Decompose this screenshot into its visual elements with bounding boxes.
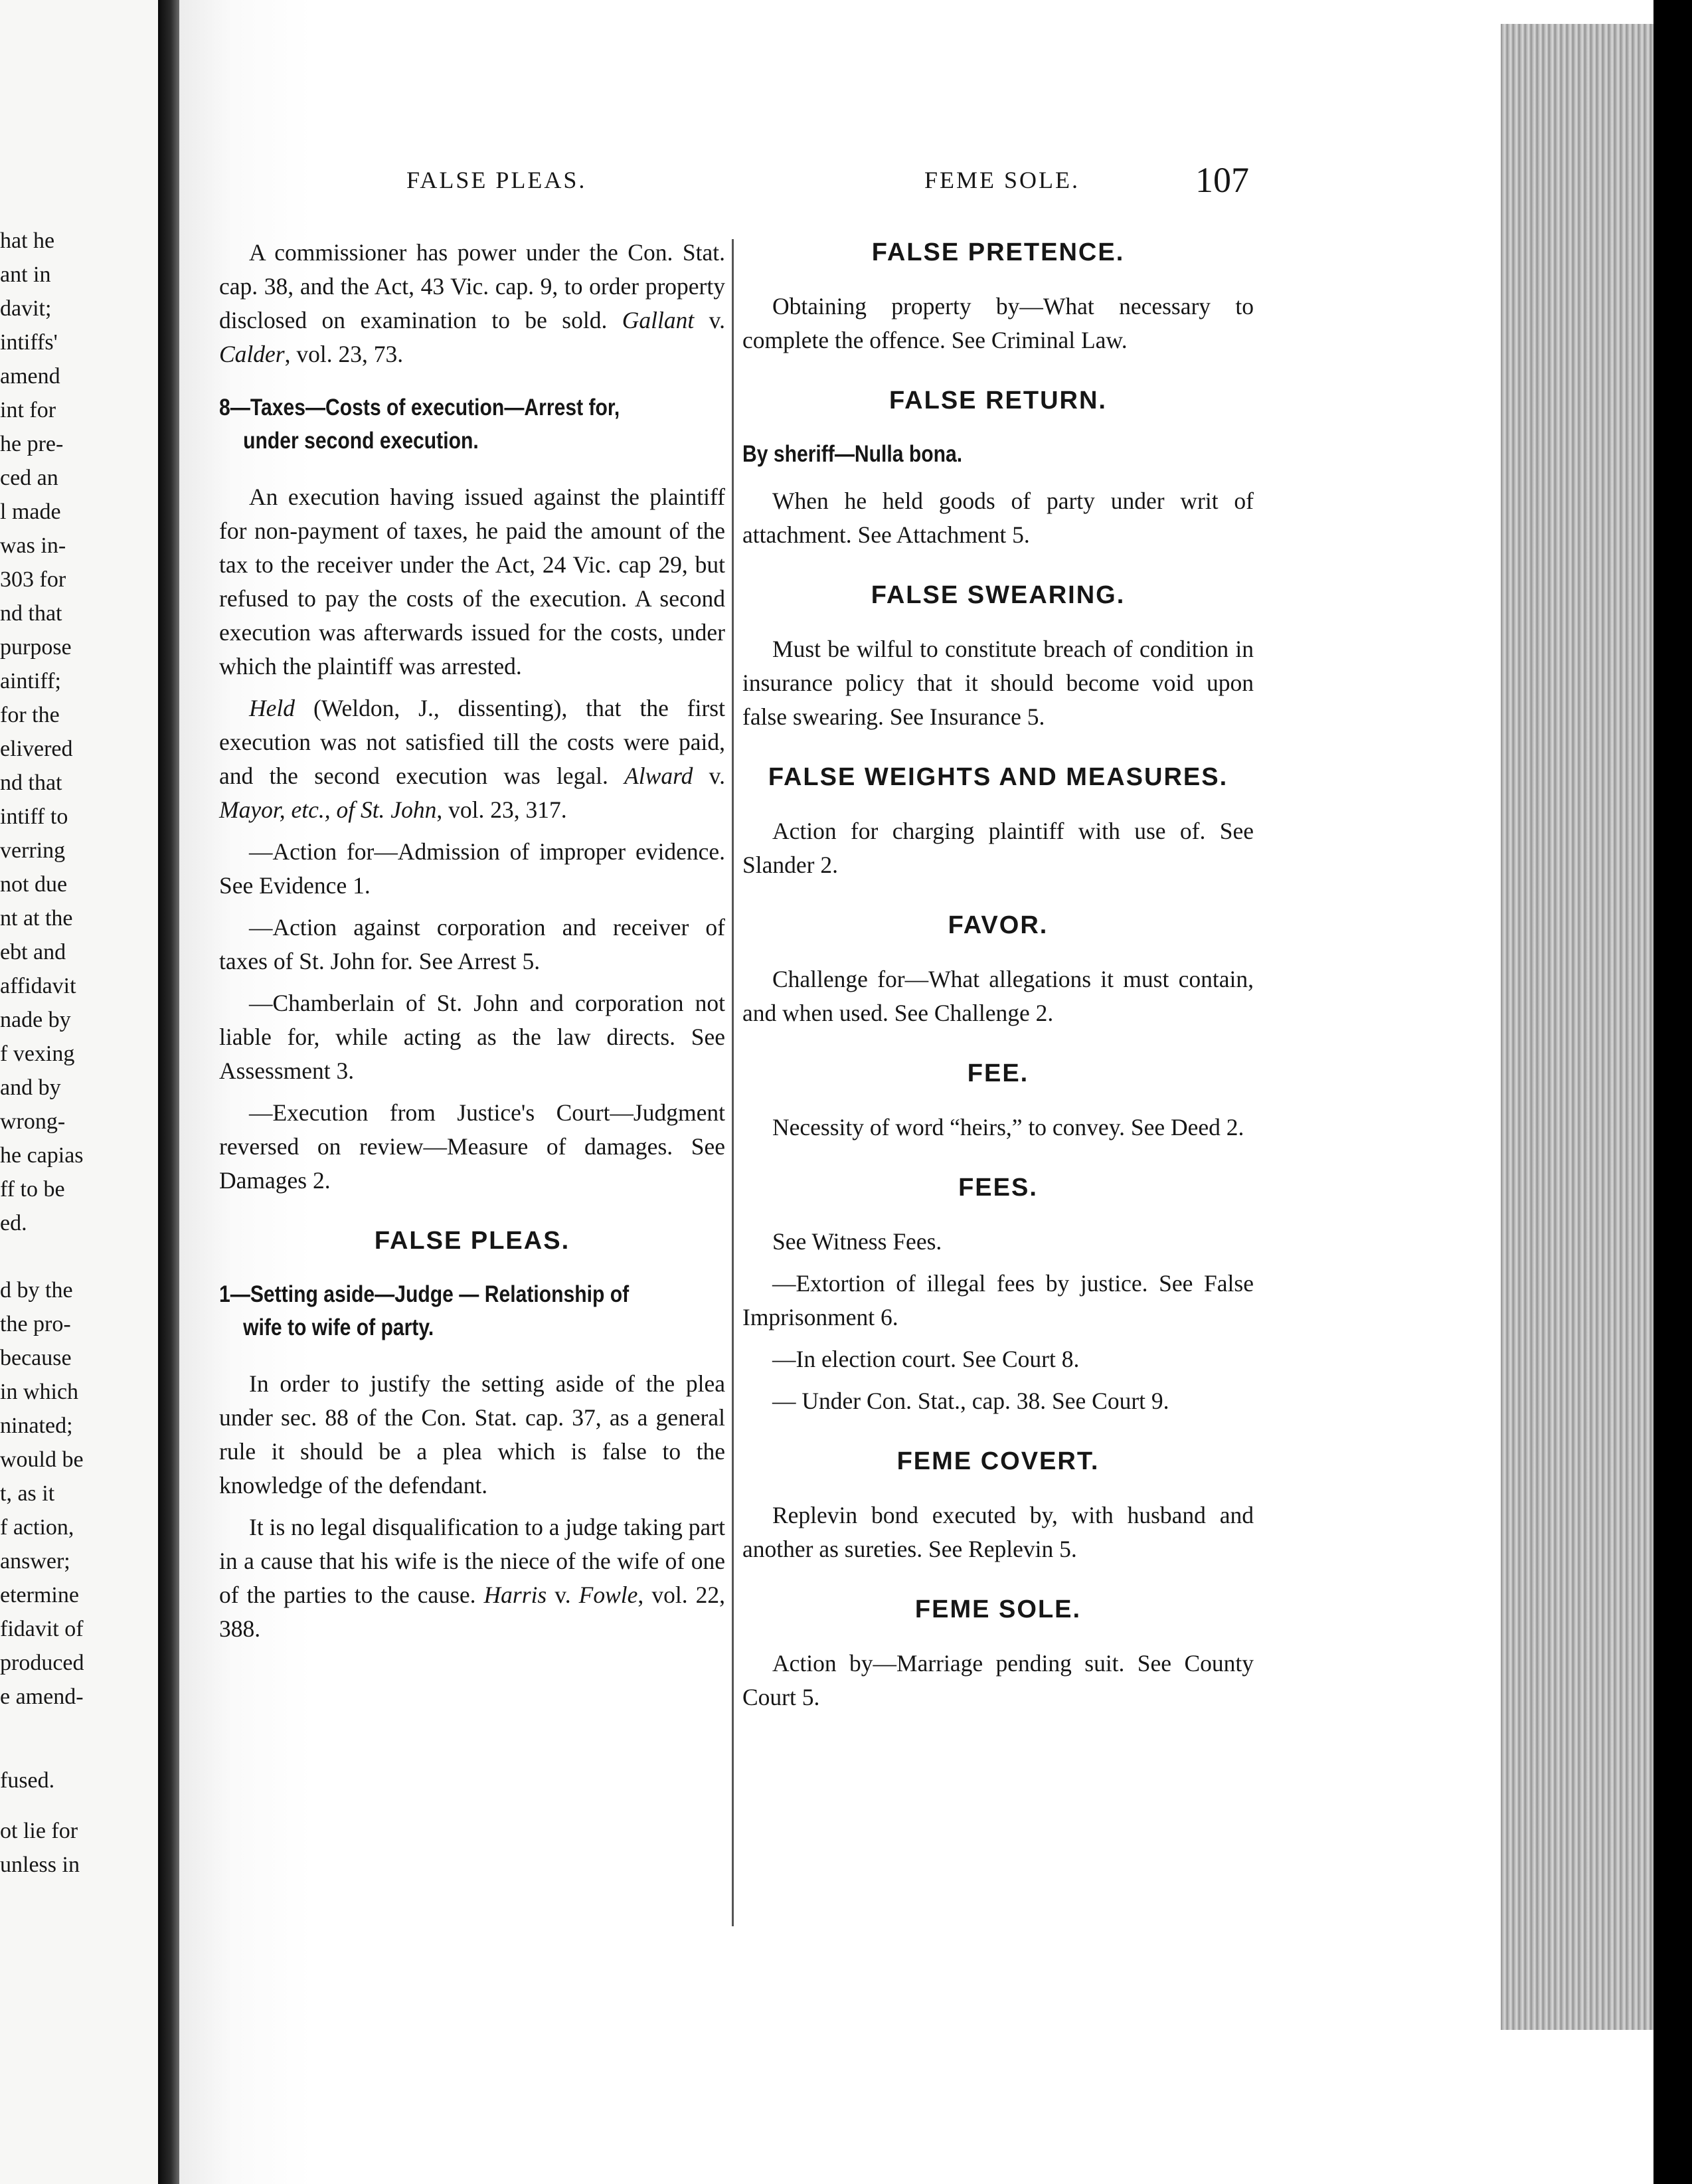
entry-paragraph: —Action for—Admission of improper evidence. See Evidence 1.: [219, 838, 725, 899]
margin-text-fragment: intiffs': [0, 330, 58, 355]
entry-paragraph: See Witness Fees.: [772, 1228, 942, 1255]
margin-text-fragment: f action,: [0, 1515, 74, 1540]
margin-text-fragment: int for: [0, 398, 56, 422]
entry-paragraph: —Extortion of illegal fees by justice. See False Imprisonment 6.: [742, 1270, 1254, 1330]
entry-paragraph: Held (Weldon, J., dissenting), that the first execution was not satisfied till the costs were paid, and the second execution was legal. Alward v. Mayor, etc., of St. John, vol. 23, 317.: [219, 695, 725, 823]
entry-paragraph: In order to justify the setting aside of the plea under sec. 88 of the Con. Stat. cap. 37, as a general rule it should be a plea which is false to the knowledge of the defendant.: [219, 1370, 725, 1499]
margin-text-fragment: nd that: [0, 601, 62, 626]
section-heading: FALSE WEIGHTS AND MEASURES.: [768, 763, 1228, 791]
margin-text-fragment: he pre-: [0, 432, 64, 456]
margin-text-fragment: ff to be: [0, 1177, 65, 1202]
section-heading: FALSE RETURN.: [889, 387, 1107, 414]
margin-text-fragment: produced: [0, 1651, 84, 1675]
margin-text-fragment: etermine: [0, 1583, 79, 1607]
margin-text-fragment: f vexing: [0, 1042, 75, 1066]
entry-paragraph: It is no legal disqualification to a judge taking part in a cause that his wife is the niece of the wife of one of the parties to the cause. Harris v. Fowle, vol. 22, 388.: [219, 1514, 725, 1642]
left-column: [219, 236, 725, 1654]
entry-paragraph: Must be wilful to constitute breach of condition in insurance policy that it should become void upon false swearing. See Insurance 5.: [742, 636, 1254, 730]
section-heading: FEME SOLE.: [914, 1595, 1082, 1623]
entry-paragraph: A commissioner has power under the Con. Stat. cap. 38, and the Act, 43 Vic. cap. 9, to order property disclosed on examination to be sold. Gallant v. Calder, vol. 23, 73.: [219, 239, 726, 367]
section-heading: FALSE PRETENCE.: [871, 238, 1125, 266]
margin-text-fragment: for the: [0, 703, 60, 727]
entry-paragraph: Action for charging plaintiff with use of. See Slander 2.: [742, 818, 1254, 878]
margin-text-fragment: and by: [0, 1075, 61, 1100]
margin-text-fragment: the pro-: [0, 1312, 71, 1336]
column-rule: [732, 239, 734, 1926]
margin-text-fragment: fused.: [0, 1768, 55, 1793]
entry-paragraph: When he held goods of party under writ of attachment. See Attachment 5.: [742, 488, 1254, 548]
margin-text-fragment: l made: [0, 500, 61, 524]
margin-text-fragment: fidavit of: [0, 1617, 84, 1641]
facing-page-edge: [0, 0, 158, 2184]
running-head-left: FALSE PLEAS.: [406, 167, 587, 193]
margin-text-fragment: would be: [0, 1447, 84, 1472]
margin-text-fragment: nd that: [0, 771, 62, 795]
margin-text-fragment: answer;: [0, 1549, 70, 1574]
entry-paragraph: — Under Con. Stat., cap. 38. See Court 9.: [772, 1388, 1169, 1414]
margin-text-fragment: ninated;: [0, 1413, 73, 1438]
entry-paragraph: —Chamberlain of St. John and corporation not liable for, while acting as the law directs. See Assessment 3.: [219, 990, 725, 1084]
running-head-right: FEME SOLE.: [924, 167, 1080, 193]
margin-text-fragment: amend: [0, 364, 60, 389]
margin-text-fragment: nt at the: [0, 906, 73, 931]
margin-text-fragment: not due: [0, 872, 68, 897]
section-heading: FEES.: [958, 1174, 1038, 1202]
margin-text-fragment: wrong-: [0, 1109, 66, 1134]
subheading: 8—Taxes—Costs of execution—Arrest for, under second execution.: [219, 395, 620, 454]
margin-text-fragment: was in-: [0, 533, 66, 558]
margin-text-fragment: ant in: [0, 262, 51, 287]
margin-text-fragment: elivered: [0, 737, 73, 761]
book-gutter: [158, 0, 179, 2184]
margin-text-fragment: nade by: [0, 1008, 71, 1032]
section-heading: FALSE PLEAS.: [374, 1227, 570, 1255]
margin-text-fragment: davit;: [0, 296, 52, 321]
subheading: By sheriff—Nulla bona.: [742, 441, 963, 467]
section-heading: FEME COVERT.: [896, 1447, 1100, 1475]
right-column: [742, 236, 1254, 1722]
margin-text-fragment: d by the: [0, 1278, 73, 1303]
margin-text-fragment: ot lie for: [0, 1819, 78, 1843]
margin-text-fragment: ced an: [0, 466, 58, 490]
section-heading: FALSE SWEARING.: [871, 581, 1126, 609]
background-edge: [1653, 0, 1692, 2184]
margin-text-fragment: hat he: [0, 228, 55, 253]
margin-text-fragment: in which: [0, 1380, 79, 1404]
entry-paragraph: —Execution from Justice's Court—Judgment reversed on review—Measure of damages. See Damages 2.: [219, 1099, 725, 1194]
margin-text-fragment: 303 for: [0, 567, 66, 592]
section-heading: FEE.: [967, 1059, 1029, 1087]
entry-paragraph: An execution having issued against the plaintiff for non-payment of taxes, he paid the amount of the tax to the receiver under the Act, 24 Vic. cap 29, but refused to pay the costs of the execution. A second execution was afterwards issued for the costs, under which the plaintiff was arrested.: [219, 484, 725, 680]
entry-paragraph: Action by—Marriage pending suit. See County Court 5.: [742, 1650, 1254, 1710]
entry-paragraph: Obtaining property by—What necessary to complete the offence. See Criminal Law.: [742, 293, 1254, 353]
entry-paragraph: Challenge for—What allegations it must contain, and when used. See Challenge 2.: [742, 966, 1254, 1026]
margin-text-fragment: verring: [0, 838, 66, 863]
margin-text-fragment: ed.: [0, 1211, 27, 1235]
margin-text-fragment: unless in: [0, 1853, 80, 1877]
subheading: 1—Setting aside—Judge — Relationship of wife to wife of party.: [219, 1281, 630, 1340]
margin-text-fragment: aintiff;: [0, 669, 61, 693]
margin-text-fragment: he capias: [0, 1143, 84, 1168]
section-heading: FAVOR.: [948, 911, 1049, 939]
margin-text-fragment: because: [0, 1346, 72, 1370]
entry-paragraph: —Action against corporation and receiver of taxes of St. John for. See Arrest 5.: [219, 914, 725, 974]
entry-paragraph: Necessity of word “heirs,” to convey. See Deed 2.: [772, 1114, 1244, 1140]
entry-paragraph: Replevin bond executed by, with husband and another as sureties. See Replevin 5.: [742, 1502, 1254, 1562]
margin-text-fragment: purpose: [0, 635, 72, 660]
page-number: 107: [1195, 160, 1249, 200]
margin-text-fragment: ebt and: [0, 940, 66, 964]
margin-text-fragment: affidavit: [0, 974, 76, 998]
page-edges: [1501, 24, 1653, 2030]
margin-text-fragment: e amend-: [0, 1684, 84, 1709]
entry-paragraph: —In election court. See Court 8.: [772, 1346, 1080, 1372]
margin-text-fragment: intiff to: [0, 804, 68, 829]
margin-text-fragment: t, as it: [0, 1481, 55, 1506]
